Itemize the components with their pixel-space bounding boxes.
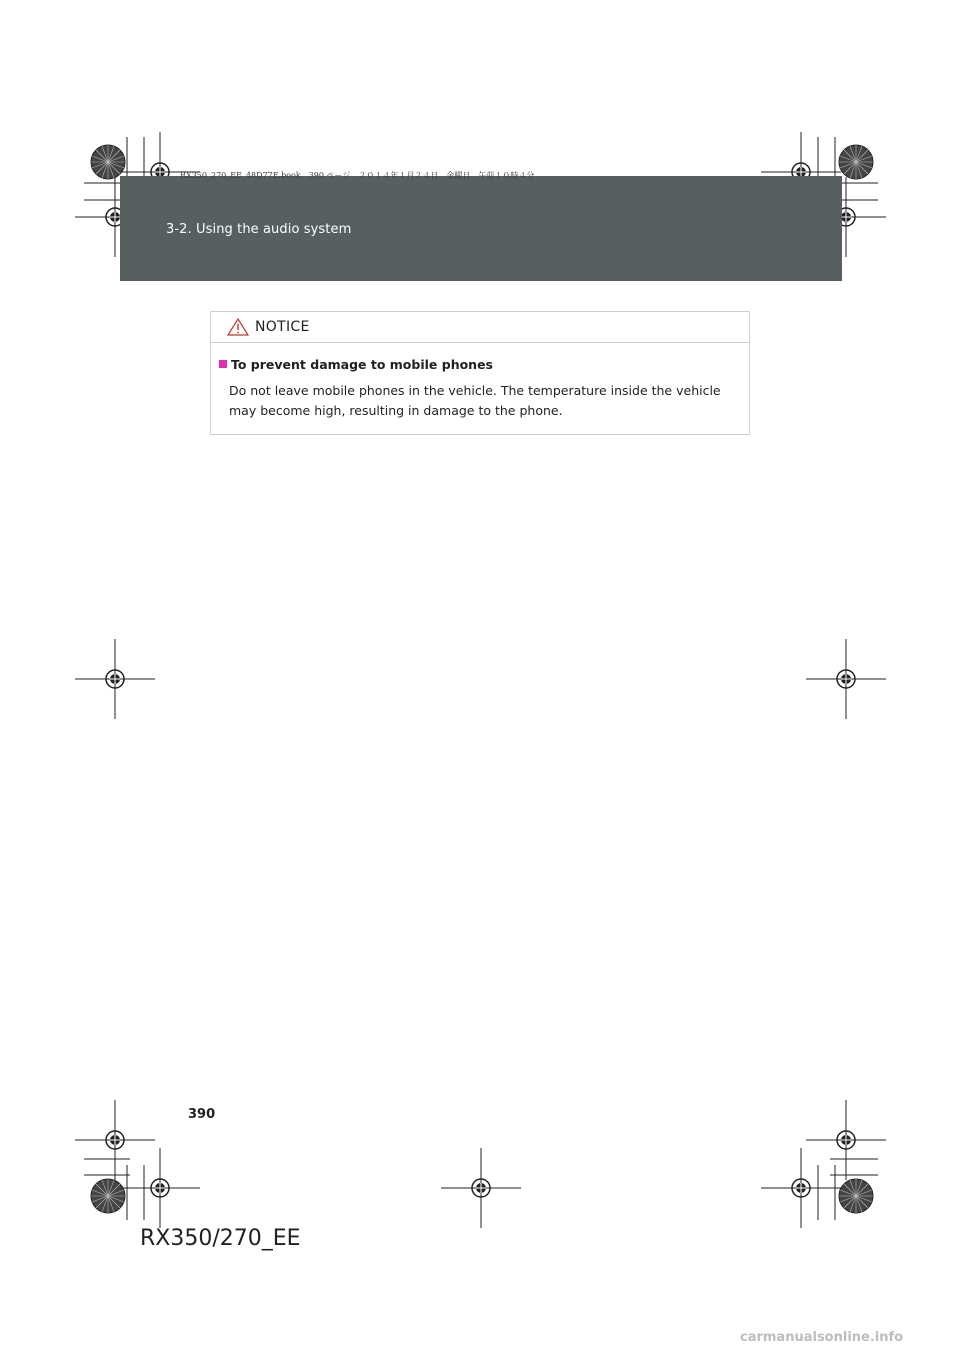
square-bullet-icon bbox=[219, 360, 227, 368]
model-code: RX350/270_EE bbox=[140, 1226, 301, 1251]
notice-title: NOTICE bbox=[255, 319, 310, 335]
print-imprint: RX350_270_EE_48D77E.book 390 ページ ２０１４年１月２４日 金曜日 午前１０時４分 bbox=[180, 171, 535, 180]
notice-header bbox=[211, 312, 749, 343]
notice-box bbox=[210, 311, 750, 435]
watermark: carmanualsonline.info bbox=[740, 1330, 904, 1345]
notice-item-heading-text: To prevent damage to mobile phones bbox=[231, 357, 493, 372]
notice-item-heading bbox=[219, 357, 493, 372]
notice-item-body: Do not leave mobile phones in the vehicle. The temperature inside the vehicle may become high, resulting in damage to the phone. bbox=[229, 383, 721, 418]
section-title: 3-2. Using the audio system bbox=[166, 222, 352, 237]
warning-icon bbox=[227, 318, 249, 336]
page-number: 390 bbox=[188, 1107, 216, 1122]
